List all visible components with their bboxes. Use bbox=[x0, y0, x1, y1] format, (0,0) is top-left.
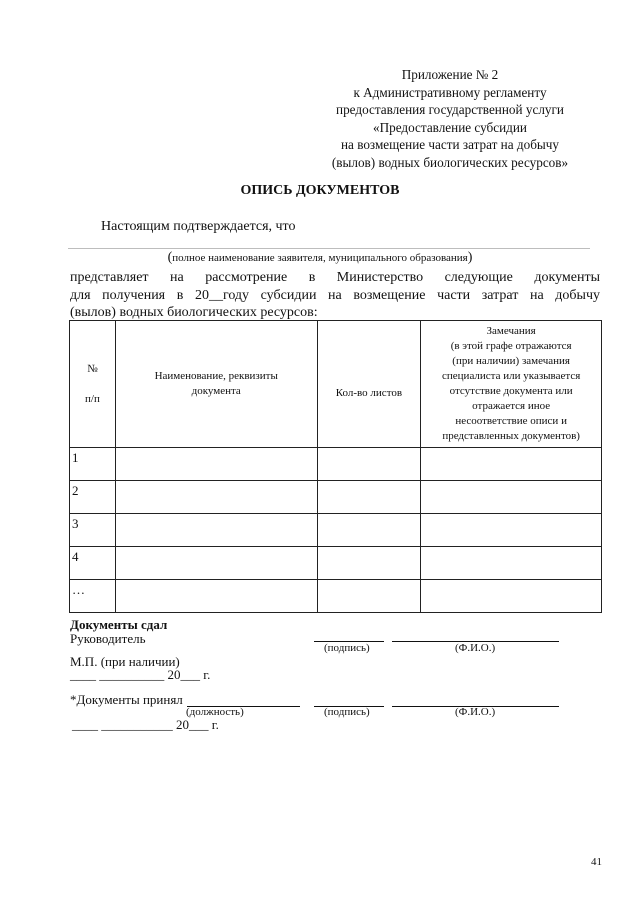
appendix-line: (вылов) водных биологических ресурсов» bbox=[331, 154, 569, 170]
appendix-header bbox=[300, 66, 600, 171]
sheet-count-cell[interactable] bbox=[317, 448, 421, 481]
document-name-cell[interactable] bbox=[115, 448, 317, 481]
header-name-line: документа bbox=[191, 385, 241, 397]
table-row bbox=[70, 580, 602, 613]
received-label: *Документы принял bbox=[70, 692, 183, 707]
remarks-cell[interactable] bbox=[421, 547, 602, 580]
fio-caption: (Ф.И.О.) bbox=[455, 706, 496, 718]
remarks-cell[interactable] bbox=[421, 448, 602, 481]
table-row bbox=[70, 514, 602, 547]
table-row bbox=[70, 448, 602, 481]
seal-label: М.П. (при наличии) bbox=[70, 654, 180, 669]
confirm-text: Настоящим подтверждается, что bbox=[101, 219, 296, 234]
position-caption: (должность) bbox=[186, 706, 244, 718]
table-header-row bbox=[70, 321, 602, 448]
header-remarks-line: Замечания bbox=[486, 325, 536, 337]
signature-caption: (подпись) bbox=[324, 642, 370, 654]
header-number-bottom: п/п bbox=[85, 393, 100, 405]
page-number: 41 bbox=[591, 856, 602, 868]
sheet-count-cell[interactable] bbox=[317, 580, 421, 613]
paragraph-line: для получения в 20__году субсидии на возмещение части затрат на добычу bbox=[70, 287, 600, 303]
row-number: … bbox=[70, 580, 116, 613]
header-name-line: Наименование, реквизиты bbox=[154, 370, 278, 382]
document-title: ОПИСЬ ДОКУМЕНТОВ bbox=[240, 183, 400, 198]
sheet-count-cell[interactable] bbox=[317, 547, 421, 580]
header-remarks-line: несоответствие описи и bbox=[455, 415, 567, 427]
document-name-cell[interactable] bbox=[115, 547, 317, 580]
head-label: Руководитель bbox=[70, 631, 146, 646]
row-number: 1 bbox=[70, 448, 116, 481]
applicant-caption-text: полное наименование заявителя, муниципального образования bbox=[172, 252, 468, 264]
header-remarks-line: представленных документов) bbox=[442, 430, 580, 442]
appendix-line: предоставления государственной услуги bbox=[336, 102, 564, 117]
header-sheet-count bbox=[317, 321, 421, 448]
header-document-name bbox=[115, 321, 317, 448]
document-name-cell[interactable] bbox=[115, 514, 317, 547]
header-remarks-line: (при наличии) замечания bbox=[452, 355, 570, 367]
appendix-line: Приложение № 2 bbox=[401, 67, 499, 82]
intro-paragraph bbox=[70, 269, 600, 322]
remarks-cell[interactable] bbox=[421, 481, 602, 514]
table-row bbox=[70, 547, 602, 580]
appendix-line: «Предоставление субсидии bbox=[373, 119, 527, 135]
remarks-cell[interactable] bbox=[421, 514, 602, 547]
row-number: 4 bbox=[70, 547, 116, 580]
date-line[interactable]: ____ __________ 20___ г. bbox=[70, 667, 211, 682]
remarks-cell[interactable] bbox=[421, 580, 602, 613]
appendix-line: к Административному регламенту bbox=[353, 84, 547, 100]
header-remarks-line: отсутствие документа или bbox=[449, 385, 573, 397]
date-line[interactable]: ____ ___________ 20___ г. bbox=[72, 717, 219, 732]
applicant-name-line bbox=[68, 248, 590, 249]
header-remarks-line: специалиста или указывается bbox=[442, 370, 581, 382]
applicant-caption: (полное наименование заявителя, муниципального образования) bbox=[167, 250, 473, 265]
documents-table bbox=[69, 320, 602, 613]
submitted-heading: Документы сдал bbox=[70, 617, 168, 632]
header-number bbox=[70, 321, 116, 448]
sheet-count-cell[interactable] bbox=[317, 481, 421, 514]
document-name-cell[interactable] bbox=[115, 481, 317, 514]
signature-caption: (подпись) bbox=[324, 706, 370, 718]
document-name-cell[interactable] bbox=[115, 580, 317, 613]
fio-caption: (Ф.И.О.) bbox=[455, 642, 496, 654]
row-number: 3 bbox=[70, 514, 116, 547]
appendix-line: на возмещение части затрат на добычу bbox=[340, 137, 559, 152]
paragraph-line: представляет на рассмотрение в Министерство следующие документы bbox=[70, 270, 600, 285]
paragraph-line: (вылов) водных биологических ресурсов: bbox=[70, 305, 318, 320]
header-sheets-text: Кол-во листов bbox=[335, 386, 403, 399]
header-remarks bbox=[421, 321, 602, 448]
sheet-count-cell[interactable] bbox=[317, 514, 421, 547]
row-number: 2 bbox=[70, 481, 116, 514]
header-number-top: № bbox=[87, 363, 98, 375]
header-remarks-line: отражается иное bbox=[472, 400, 551, 412]
table-row bbox=[70, 481, 602, 514]
header-remarks-line: (в этой графе отражаются bbox=[450, 340, 572, 352]
